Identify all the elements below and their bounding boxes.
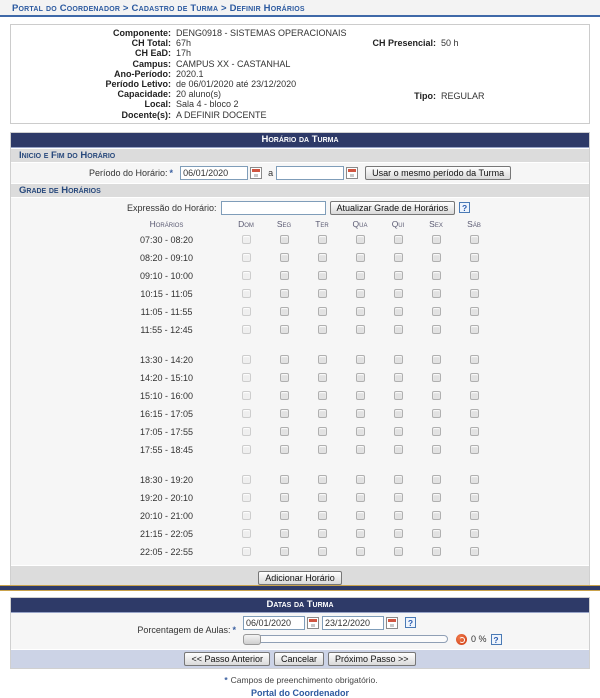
- schedule-checkbox[interactable]: [394, 325, 403, 334]
- section-inicio-fim: Inicio e Fim do Horário: [11, 148, 589, 163]
- time-slot-label: 14:20 - 15:10: [139, 372, 194, 383]
- class-start-date-input[interactable]: [243, 616, 305, 630]
- percent-label: [11, 625, 239, 635]
- cancel-button[interactable]: Cancelar: [274, 652, 324, 666]
- schedule-checkbox[interactable]: [280, 325, 289, 334]
- info-row-tipo: [271, 91, 600, 101]
- update-grid-button[interactable]: Atualizar Grade de Horários: [330, 201, 456, 215]
- schedule-row: [106, 231, 493, 249]
- schedule-row: [106, 321, 493, 339]
- period-row: [11, 163, 589, 183]
- footer-portal-link[interactable]: Portal do Coordenador: [250, 687, 349, 698]
- schedule-row: [106, 441, 493, 459]
- info-row: [11, 59, 589, 69]
- time-slot-label: 07:30 - 08:20: [139, 234, 194, 245]
- schedule-checkbox[interactable]: [394, 529, 403, 538]
- schedule-checkbox[interactable]: [280, 547, 289, 556]
- info-label: CH Total:: [131, 38, 171, 49]
- info-value: A DEFINIR DOCENTE: [176, 109, 267, 120]
- schedule-checkbox[interactable]: [394, 409, 403, 418]
- schedule-body: [106, 231, 493, 561]
- schedule-checkbox[interactable]: [280, 427, 289, 436]
- schedule-checkbox[interactable]: [318, 271, 327, 280]
- percent-label-text: Porcentagem de Aulas:: [137, 625, 231, 636]
- schedule-checkbox[interactable]: [432, 409, 441, 418]
- schedule-row: [106, 405, 493, 423]
- schedule-checkbox[interactable]: [318, 409, 327, 418]
- help-icon[interactable]: ?: [491, 634, 502, 645]
- info-value: CAMPUS XX - CASTANHAL: [176, 58, 291, 69]
- previous-step-button[interactable]: << Passo Anterior: [184, 652, 270, 666]
- help-icon[interactable]: ?: [459, 202, 470, 213]
- add-schedule-button[interactable]: Adicionar Horário: [258, 571, 342, 585]
- schedule-checkbox[interactable]: [280, 529, 289, 538]
- schedule-checkbox[interactable]: [470, 289, 479, 298]
- schedule-checkbox[interactable]: [394, 493, 403, 502]
- schedule-checkbox[interactable]: [432, 445, 441, 454]
- schedule-checkbox[interactable]: [242, 427, 251, 436]
- schedule-row: [106, 423, 493, 441]
- dates-body: [11, 613, 589, 649]
- schedule-checkbox[interactable]: [318, 307, 327, 316]
- schedule-checkbox[interactable]: [470, 445, 479, 454]
- expression-label: Expressão do Horário:: [127, 202, 217, 213]
- schedule-checkbox[interactable]: [318, 253, 327, 262]
- schedule-checkbox[interactable]: [356, 355, 365, 364]
- schedule-checkbox[interactable]: [280, 493, 289, 502]
- schedule-checkbox[interactable]: [470, 325, 479, 334]
- group-spacer: [106, 459, 493, 471]
- schedule-checkbox[interactable]: [432, 529, 441, 538]
- schedule-checkbox[interactable]: [394, 271, 403, 280]
- schedule-checkbox[interactable]: [394, 547, 403, 556]
- schedule-row: [106, 471, 493, 489]
- group-spacer: [106, 339, 493, 351]
- schedule-checkbox[interactable]: [242, 391, 251, 400]
- schedule-checkbox[interactable]: [432, 289, 441, 298]
- schedule-checkbox[interactable]: [394, 475, 403, 484]
- schedule-checkbox[interactable]: [470, 493, 479, 502]
- time-column-header: Horários: [149, 219, 184, 230]
- schedule-row: [106, 525, 493, 543]
- percent-slider-row: [243, 633, 502, 646]
- schedule-checkbox[interactable]: [394, 235, 403, 244]
- breadcrumb[interactable]: Portal do Coordenador > Cadastro de Turma > Definir Horários: [0, 0, 600, 17]
- schedule-checkbox[interactable]: [470, 475, 479, 484]
- schedule-checkbox[interactable]: [318, 325, 327, 334]
- time-slot-label: 21:15 - 22:05: [139, 528, 194, 539]
- info-label: Capacidade:: [117, 89, 171, 100]
- info-row-ch-presencial: [271, 38, 600, 48]
- day-header: Ter: [315, 219, 329, 230]
- time-slot-label: 16:15 - 17:05: [139, 408, 194, 419]
- schedule-checkbox[interactable]: [470, 373, 479, 382]
- schedule-checkbox[interactable]: [318, 373, 327, 382]
- schedule-checkbox[interactable]: [394, 511, 403, 520]
- required-star-icon: *: [224, 674, 228, 685]
- time-slot-label: 08:20 - 09:10: [139, 252, 194, 263]
- schedule-checkbox[interactable]: [356, 307, 365, 316]
- time-slot-label: 20:10 - 21:00: [139, 510, 194, 521]
- time-slot-label: 10:15 - 11:05: [140, 288, 193, 299]
- schedule-checkbox[interactable]: [280, 409, 289, 418]
- schedule-checkbox[interactable]: [242, 445, 251, 454]
- schedule-checkbox[interactable]: [356, 373, 365, 382]
- schedule-checkbox[interactable]: [432, 325, 441, 334]
- schedule-checkbox[interactable]: [318, 445, 327, 454]
- schedule-checkbox[interactable]: [242, 355, 251, 364]
- required-star-icon: *: [169, 167, 174, 178]
- schedule-checkbox[interactable]: [242, 511, 251, 520]
- dates-panel-title: Datas da Turma: [11, 598, 589, 613]
- time-slot-label: 11:05 - 11:55: [140, 306, 193, 317]
- schedule-row: [106, 285, 493, 303]
- schedule-checkbox[interactable]: [394, 373, 403, 382]
- schedule-checkbox[interactable]: [280, 445, 289, 454]
- schedule-checkbox[interactable]: [356, 511, 365, 520]
- schedule-panel-title: Horário da Turma: [11, 133, 589, 148]
- day-header: Dom: [238, 219, 254, 230]
- time-slot-label: 15:10 - 16:00: [139, 390, 194, 401]
- info-value: 50 h: [441, 38, 459, 48]
- info-row: [11, 28, 589, 38]
- schedule-checkbox[interactable]: [470, 529, 479, 538]
- schedule-checkbox[interactable]: [242, 475, 251, 484]
- period-end-input[interactable]: [276, 166, 344, 180]
- schedule-checkbox[interactable]: [394, 253, 403, 262]
- schedule-checkbox[interactable]: [280, 271, 289, 280]
- same-period-button[interactable]: Usar o mesmo período da Turma: [365, 166, 511, 180]
- schedule-checkbox[interactable]: [280, 355, 289, 364]
- schedule-checkbox[interactable]: [432, 235, 441, 244]
- footnote-text: Campos de preenchimento obrigatório.: [230, 674, 378, 685]
- day-header: Sáb: [467, 219, 481, 230]
- info-value: Sala 4 - bloco 2: [176, 99, 239, 110]
- schedule-checkbox[interactable]: [470, 391, 479, 400]
- time-slot-label: 22:05 - 22:55: [139, 546, 194, 557]
- schedule-checkbox[interactable]: [470, 253, 479, 262]
- schedule-checkbox[interactable]: [356, 271, 365, 280]
- schedule-checkbox[interactable]: [318, 547, 327, 556]
- schedule-checkbox[interactable]: [470, 307, 479, 316]
- info-value: DENG0918 - SISTEMAS OPERACIONAIS: [176, 28, 347, 38]
- expression-row: [11, 198, 589, 218]
- slider-handle-icon[interactable]: [243, 634, 261, 645]
- period-label: Período do Horário:: [89, 167, 168, 178]
- period-separator: a: [268, 167, 274, 178]
- section-grade-horarios: Grade de Horários: [11, 183, 589, 198]
- footer-divider: [0, 585, 600, 591]
- schedule-row: [106, 387, 493, 405]
- schedule-checkbox[interactable]: [356, 427, 365, 436]
- info-label: Ano-Período:: [114, 68, 171, 79]
- schedule-checkbox[interactable]: [356, 289, 365, 298]
- schedule-checkbox[interactable]: [356, 409, 365, 418]
- schedule-checkbox[interactable]: [432, 373, 441, 382]
- schedule-checkbox[interactable]: [470, 409, 479, 418]
- time-slot-label: 17:05 - 17:55: [139, 426, 194, 437]
- schedule-checkbox[interactable]: [318, 493, 327, 502]
- schedule-checkbox[interactable]: [432, 493, 441, 502]
- schedule-checkbox[interactable]: [318, 511, 327, 520]
- schedule-checkbox[interactable]: [242, 547, 251, 556]
- calendar-icon[interactable]: [307, 617, 319, 629]
- info-value: 2020.1: [176, 68, 204, 79]
- schedule-row: [106, 543, 493, 561]
- day-header: Qui: [391, 219, 405, 230]
- info-label: CH EaD:: [134, 48, 171, 59]
- schedule-checkbox[interactable]: [318, 391, 327, 400]
- help-icon[interactable]: ?: [405, 617, 416, 628]
- info-label: Componente:: [113, 28, 171, 38]
- schedule-checkbox[interactable]: [242, 235, 251, 244]
- calendar-icon[interactable]: [250, 167, 262, 179]
- schedule-checkbox[interactable]: [470, 547, 479, 556]
- schedule-checkbox[interactable]: [356, 547, 365, 556]
- time-slot-label: 11:55 - 12:45: [140, 324, 193, 335]
- schedule-row: [106, 369, 493, 387]
- schedule-checkbox[interactable]: [356, 391, 365, 400]
- schedule-checkbox[interactable]: [470, 355, 479, 364]
- schedule-table: [106, 218, 493, 561]
- time-slot-label: 19:20 - 20:10: [139, 492, 194, 503]
- schedule-panel: [10, 132, 590, 589]
- next-step-button[interactable]: Próximo Passo >>: [328, 652, 416, 666]
- schedule-row: [106, 267, 493, 285]
- schedule-checkbox[interactable]: [356, 253, 365, 262]
- schedule-checkbox[interactable]: [280, 511, 289, 520]
- schedule-checkbox[interactable]: [318, 475, 327, 484]
- schedule-checkbox[interactable]: [280, 253, 289, 262]
- info-label: Local:: [144, 99, 171, 110]
- required-star-icon: *: [232, 625, 236, 636]
- time-slot-label: 18:30 - 19:20: [139, 474, 194, 485]
- schedule-days-row: [106, 218, 493, 231]
- schedule-checkbox[interactable]: [394, 289, 403, 298]
- dates-panel: [10, 597, 590, 669]
- schedule-checkbox[interactable]: [242, 373, 251, 382]
- schedule-checkbox[interactable]: [470, 427, 479, 436]
- schedule-row: [106, 351, 493, 369]
- calendar-icon[interactable]: [386, 617, 398, 629]
- schedule-checkbox[interactable]: [356, 475, 365, 484]
- schedule-checkbox[interactable]: [318, 427, 327, 436]
- expression-input[interactable]: [221, 201, 326, 215]
- schedule-checkbox[interactable]: [432, 253, 441, 262]
- schedule-checkbox[interactable]: [280, 373, 289, 382]
- schedule-checkbox[interactable]: [432, 391, 441, 400]
- info-value: REGULAR: [441, 91, 485, 101]
- schedule-checkbox[interactable]: [394, 355, 403, 364]
- dates-inputs-row: [243, 615, 502, 631]
- required-footnote: [0, 675, 600, 685]
- day-header: Seg: [276, 219, 292, 230]
- schedule-checkbox[interactable]: [432, 547, 441, 556]
- schedule-checkbox[interactable]: [356, 445, 365, 454]
- info-value: 67h: [176, 38, 192, 49]
- schedule-checkbox[interactable]: [394, 391, 403, 400]
- schedule-checkbox[interactable]: [318, 529, 327, 538]
- schedule-checkbox[interactable]: [356, 529, 365, 538]
- info-label: Campus:: [132, 58, 171, 69]
- schedule-checkbox[interactable]: [318, 235, 327, 244]
- percent-refresh-icon: [456, 634, 467, 645]
- schedule-checkbox[interactable]: [432, 475, 441, 484]
- schedule-checkbox[interactable]: [280, 235, 289, 244]
- schedule-checkbox[interactable]: [242, 325, 251, 334]
- schedule-checkbox[interactable]: [394, 427, 403, 436]
- schedule-checkbox[interactable]: [356, 325, 365, 334]
- schedule-checkbox[interactable]: [242, 493, 251, 502]
- schedule-checkbox[interactable]: [242, 409, 251, 418]
- course-info-box: [10, 24, 590, 124]
- info-label: Período Letivo:: [105, 79, 171, 90]
- schedule-checkbox[interactable]: [242, 289, 251, 298]
- info-label: CH Presencial:: [372, 38, 436, 48]
- schedule-checkbox[interactable]: [356, 235, 365, 244]
- info-value: de 06/01/2020 até 23/12/2020: [176, 79, 297, 90]
- percent-value: 0 %: [471, 634, 487, 645]
- schedule-checkbox[interactable]: [432, 355, 441, 364]
- wizard-buttons: [11, 649, 589, 668]
- class-end-date-input[interactable]: [322, 616, 384, 630]
- schedule-checkbox[interactable]: [432, 427, 441, 436]
- period-start-input[interactable]: [180, 166, 248, 180]
- info-row: [11, 110, 589, 120]
- schedule-checkbox[interactable]: [242, 271, 251, 280]
- schedule-checkbox[interactable]: [432, 307, 441, 316]
- info-row: [11, 69, 589, 79]
- schedule-checkbox[interactable]: [432, 511, 441, 520]
- schedule-checkbox[interactable]: [280, 391, 289, 400]
- percent-slider[interactable]: [243, 635, 448, 643]
- schedule-row: [106, 489, 493, 507]
- schedule-checkbox[interactable]: [242, 253, 251, 262]
- day-header: Sex: [429, 219, 443, 230]
- schedule-checkbox[interactable]: [356, 493, 365, 502]
- schedule-row: [106, 507, 493, 525]
- info-label: Tipo:: [414, 91, 436, 101]
- info-value: 17h: [176, 48, 192, 59]
- calendar-icon[interactable]: [346, 167, 358, 179]
- schedule-checkbox[interactable]: [280, 475, 289, 484]
- info-label: Docente(s):: [121, 109, 171, 120]
- schedule-checkbox[interactable]: [470, 235, 479, 244]
- schedule-checkbox[interactable]: [394, 307, 403, 316]
- schedule-row: [106, 303, 493, 321]
- schedule-row: [106, 249, 493, 267]
- schedule-checkbox[interactable]: [242, 529, 251, 538]
- info-row: [11, 48, 589, 58]
- time-slot-label: 17:55 - 18:45: [139, 444, 194, 455]
- schedule-checkbox[interactable]: [432, 271, 441, 280]
- time-slot-label: 13:30 - 14:20: [139, 354, 194, 365]
- schedule-checkbox[interactable]: [470, 271, 479, 280]
- schedule-checkbox[interactable]: [318, 289, 327, 298]
- schedule-checkbox[interactable]: [318, 355, 327, 364]
- schedule-checkbox[interactable]: [280, 307, 289, 316]
- time-slot-label: 09:10 - 10:00: [139, 270, 194, 281]
- info-row: [11, 79, 589, 89]
- schedule-checkbox[interactable]: [242, 307, 251, 316]
- schedule-checkbox[interactable]: [470, 511, 479, 520]
- schedule-checkbox[interactable]: [280, 289, 289, 298]
- schedule-checkbox[interactable]: [394, 445, 403, 454]
- day-header: Qua: [352, 219, 368, 230]
- info-value: 20 aluno(s): [176, 89, 222, 100]
